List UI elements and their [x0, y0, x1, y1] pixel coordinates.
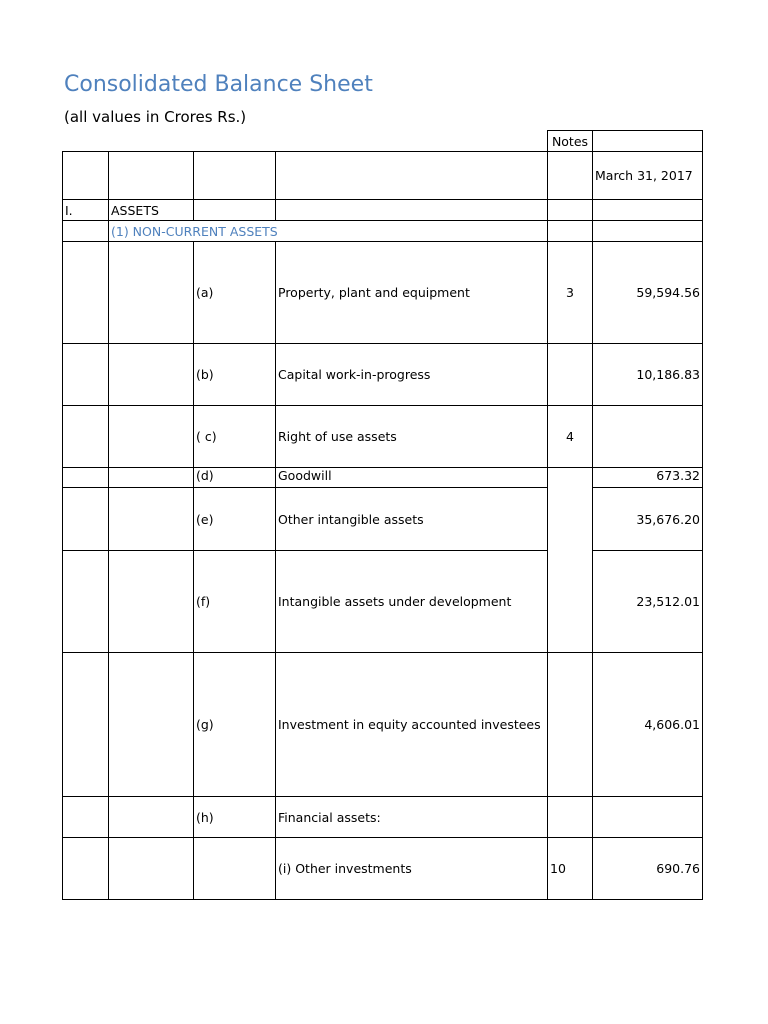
- row-label: Right of use assets: [276, 406, 548, 468]
- row-code: [194, 838, 276, 900]
- balance-sheet-table: [62, 130, 703, 900]
- row-value: 673.32: [593, 468, 703, 488]
- section-row: [63, 200, 703, 221]
- row-code: (a): [194, 242, 276, 344]
- row-value: [593, 797, 703, 838]
- row-code: (b): [194, 344, 276, 406]
- table-row: [63, 653, 703, 797]
- table-row: [63, 838, 703, 900]
- table-row: [63, 488, 703, 551]
- row-note: 4: [548, 406, 593, 468]
- table-row: [63, 797, 703, 838]
- row-value: 690.76: [593, 838, 703, 900]
- row-value: 35,676.20: [593, 488, 703, 551]
- row-label: Financial assets:: [276, 797, 548, 838]
- row-code: (g): [194, 653, 276, 797]
- row-value: 59,594.56: [593, 242, 703, 344]
- row-code: (e): [194, 488, 276, 551]
- section-name: ASSETS: [109, 200, 194, 221]
- subsection-label: (1) NON-CURRENT ASSETS: [109, 221, 548, 242]
- row-label: (i) Other investments: [276, 838, 548, 900]
- row-code: ( c): [194, 406, 276, 468]
- header-row-notes: [63, 131, 703, 152]
- row-note: [548, 797, 593, 838]
- row-value: 4,606.01: [593, 653, 703, 797]
- row-value: 10,186.83: [593, 344, 703, 406]
- row-note: [548, 344, 593, 406]
- table-row: [63, 406, 703, 468]
- row-value: 23,512.01: [593, 551, 703, 653]
- row-note: [548, 653, 593, 797]
- page-title: Consolidated Balance Sheet: [64, 72, 373, 97]
- table-row: [63, 551, 703, 653]
- row-label: Goodwill: [276, 468, 548, 488]
- header-row-date: [63, 152, 703, 200]
- row-code: (d): [194, 468, 276, 488]
- notes-header: Notes: [548, 131, 593, 152]
- subsection-row: [63, 221, 703, 242]
- units-note: (all values in Crores Rs.): [64, 108, 247, 126]
- row-code: (f): [194, 551, 276, 653]
- table-row: [63, 344, 703, 406]
- merged-notes-cell: [548, 468, 593, 653]
- row-label: Intangible assets under development: [276, 551, 548, 653]
- date-header: March 31, 2017: [593, 152, 703, 200]
- row-label: Property, plant and equipment: [276, 242, 548, 344]
- row-label: Other intangible assets: [276, 488, 548, 551]
- row-value: [593, 406, 703, 468]
- table-row: [63, 242, 703, 344]
- row-code: (h): [194, 797, 276, 838]
- table-row: [63, 468, 703, 488]
- row-note: 3: [548, 242, 593, 344]
- section-roman: I.: [63, 200, 109, 221]
- row-label: Capital work-in-progress: [276, 344, 548, 406]
- row-note: 10: [548, 838, 593, 900]
- row-label: Investment in equity accounted investees: [276, 653, 548, 797]
